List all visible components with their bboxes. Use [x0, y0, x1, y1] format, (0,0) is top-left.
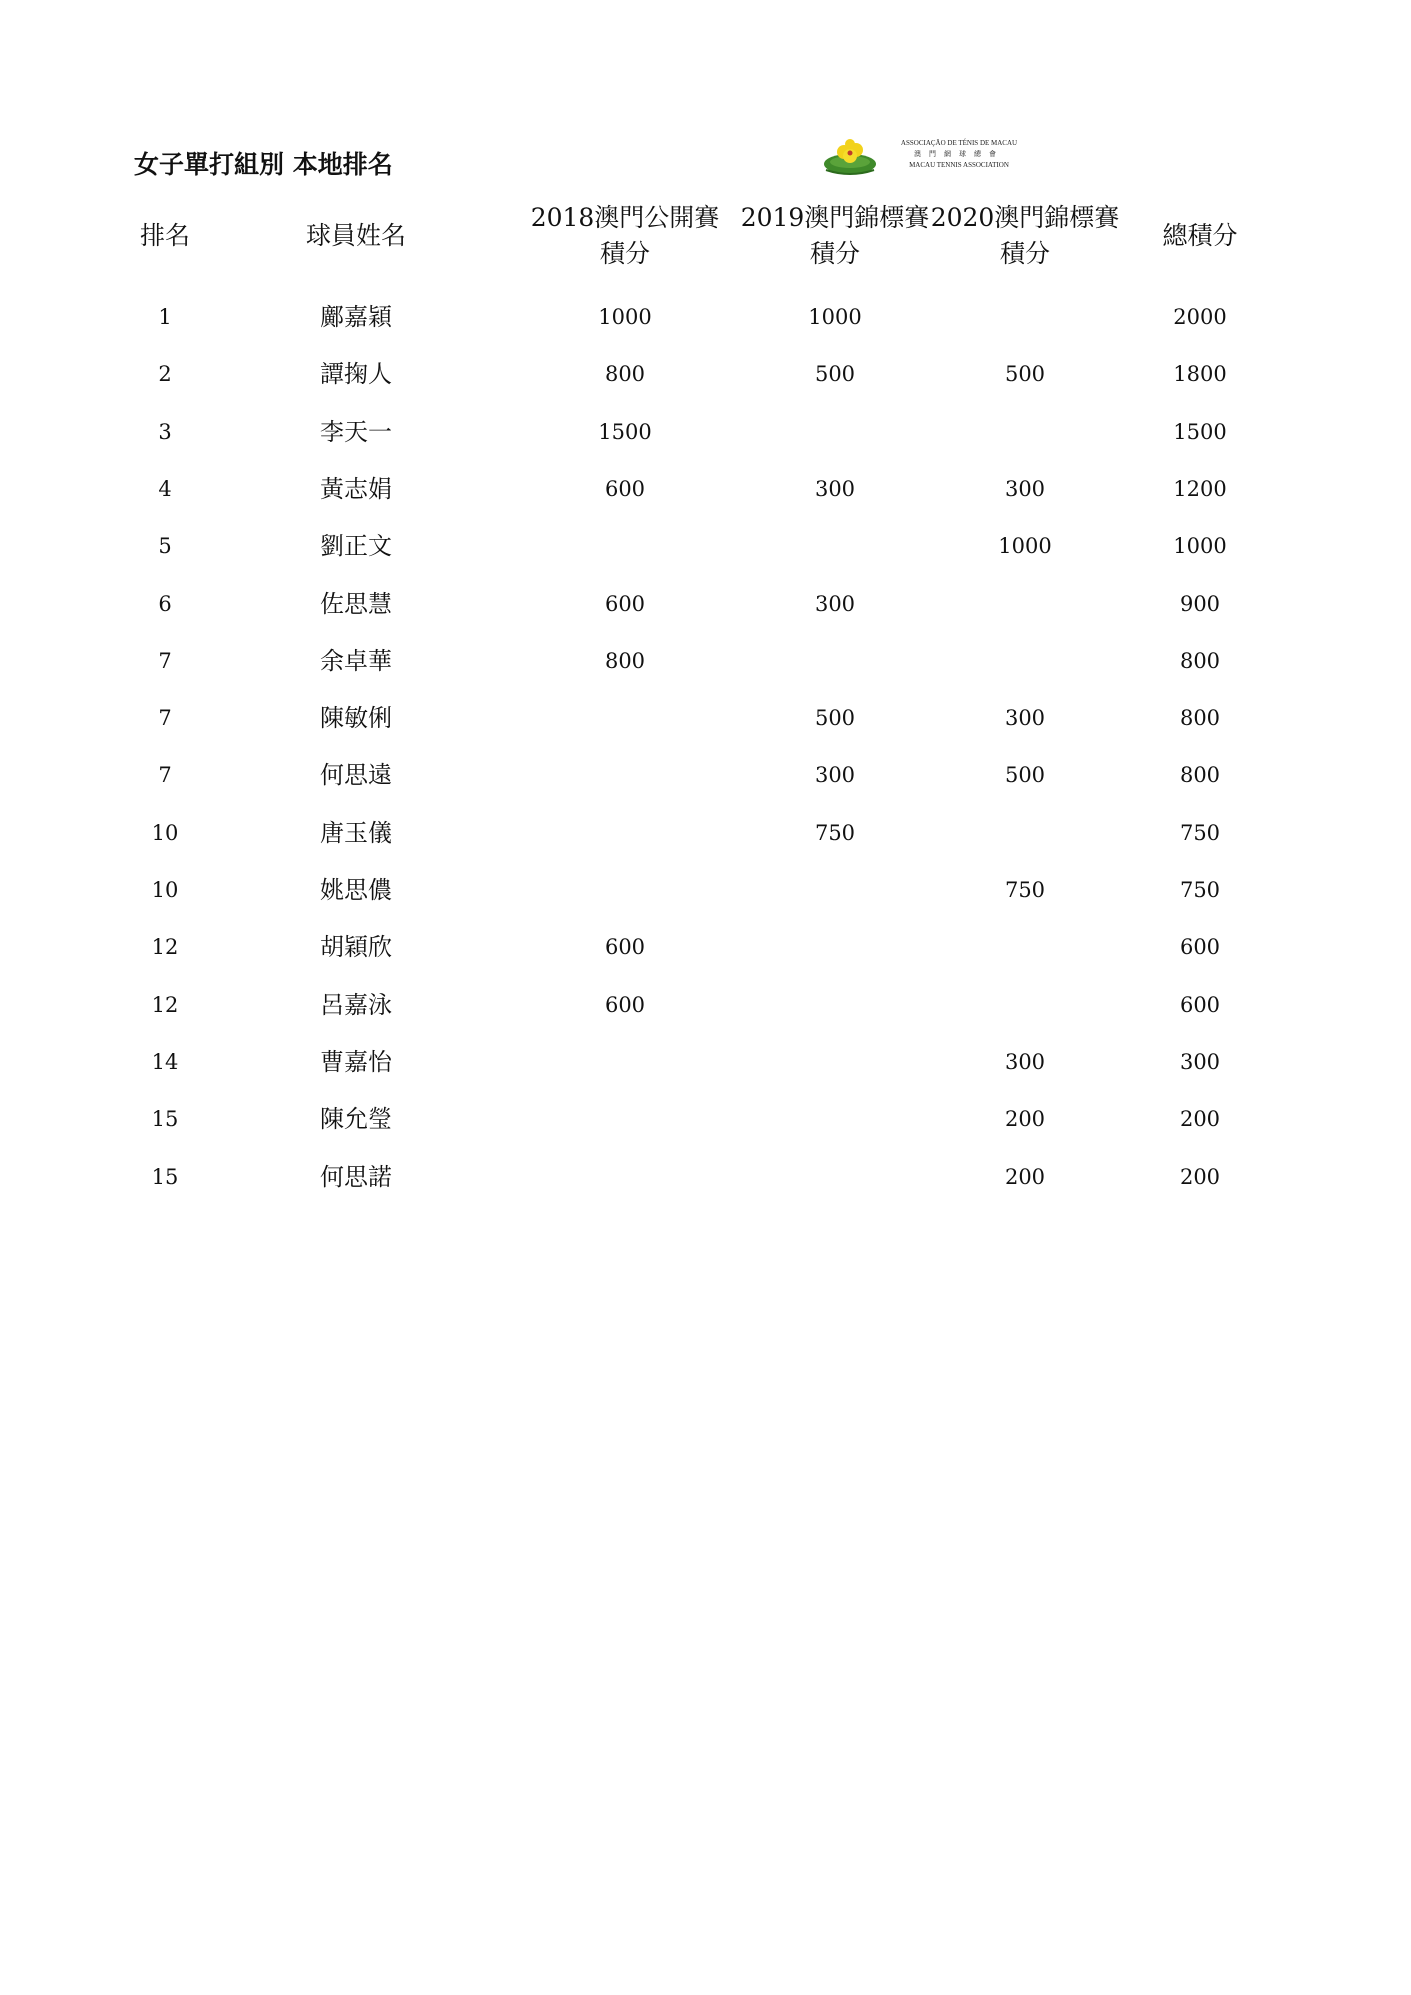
- header-2020-macau-championship: [920, 200, 1130, 272]
- cell-2020-points: 1000: [998, 534, 1052, 559]
- cell-player-name: 何思遠: [320, 761, 392, 790]
- cell-2018-points: 1500: [598, 419, 652, 444]
- table-row: [0, 1099, 1411, 1139]
- cell-2020-points: 300: [1004, 706, 1046, 731]
- cell-player-name: 劉正文: [320, 532, 392, 561]
- cell-rank: 7: [158, 706, 172, 731]
- table-row: [0, 870, 1411, 910]
- tennis-emblem-icon: [822, 134, 878, 176]
- cell-2019-points: 300: [814, 591, 856, 616]
- cell-2019-points: 500: [814, 706, 856, 731]
- header-rank: 排名: [139, 221, 190, 250]
- cell-total-points: 600: [1179, 935, 1221, 960]
- cell-player-name: 胡穎欣: [320, 933, 392, 962]
- cell-2020-points: 300: [1004, 476, 1046, 501]
- cell-total-points: 1500: [1173, 419, 1227, 444]
- cell-player-name: 佐思慧: [320, 589, 392, 618]
- table-row: [0, 297, 1411, 337]
- cell-player-name: 呂嘉泳: [320, 990, 392, 1019]
- cell-player-name: 陳敏俐: [320, 704, 392, 733]
- table-row: [0, 354, 1411, 394]
- cell-2018-points: 800: [604, 648, 646, 673]
- cell-total-points: 2000: [1173, 305, 1227, 329]
- cell-2019-points: 1000: [808, 305, 862, 329]
- table-row: [0, 698, 1411, 738]
- header-2018-macau-open-line1: 2018澳門公開賽: [530, 203, 720, 232]
- cell-total-points: 200: [1179, 1164, 1221, 1189]
- cell-rank: 12: [151, 992, 179, 1017]
- cell-2018-points: 600: [604, 992, 646, 1017]
- cell-total-points: 900: [1179, 591, 1221, 616]
- header-2019-macau-championship: [730, 200, 940, 272]
- cell-total-points: 600: [1179, 992, 1221, 1017]
- logo-text-cn: 澳門網球總會: [914, 150, 1004, 158]
- header-2018-macau-open: [520, 200, 730, 272]
- cell-rank: 7: [158, 763, 172, 788]
- table-row: [0, 927, 1411, 967]
- page-title: 女子單打組別 本地排名: [134, 150, 393, 179]
- header-total-points: 總積分: [1162, 221, 1238, 250]
- cell-total-points: 1000: [1173, 534, 1227, 559]
- cell-player-name: 譚掬人: [320, 360, 392, 389]
- cell-total-points: 1200: [1173, 476, 1227, 501]
- cell-2018-points: 1000: [598, 305, 652, 329]
- cell-rank: 6: [158, 591, 172, 616]
- cell-rank: 15: [151, 1164, 179, 1189]
- association-logo: [822, 134, 1032, 176]
- cell-player-name: 姚思儂: [320, 876, 392, 904]
- table-row: [0, 584, 1411, 624]
- cell-2020-points: 200: [1004, 1164, 1046, 1189]
- cell-rank: 10: [151, 878, 179, 902]
- cell-2018-points: 600: [604, 591, 646, 616]
- table-row: [0, 985, 1411, 1025]
- cell-total-points: 800: [1179, 648, 1221, 673]
- cell-total-points: 750: [1179, 820, 1221, 845]
- cell-2019-points: 500: [814, 362, 856, 387]
- cell-2019-points: 750: [814, 820, 856, 845]
- cell-player-name: 黃志娟: [320, 474, 392, 503]
- cell-player-name: 唐玉儀: [320, 818, 392, 847]
- header-2019-macau-championship-line2: 積分: [809, 239, 860, 268]
- cell-total-points: 750: [1179, 878, 1221, 902]
- cell-2020-points: 200: [1004, 1107, 1046, 1132]
- cell-rank: 7: [158, 648, 172, 673]
- cell-2018-points: 800: [604, 362, 646, 387]
- cell-rank: 2: [158, 362, 172, 387]
- cell-total-points: 800: [1179, 763, 1221, 788]
- cell-total-points: 1800: [1173, 362, 1227, 387]
- cell-rank: 14: [151, 1049, 179, 1074]
- cell-rank: 4: [158, 476, 172, 501]
- table-row: [0, 813, 1411, 853]
- cell-player-name: 鄺嘉穎: [320, 303, 392, 331]
- cell-rank: 5: [158, 534, 172, 559]
- cell-2020-points: 300: [1004, 1049, 1046, 1074]
- table-row: [0, 641, 1411, 681]
- cell-rank: 3: [158, 419, 172, 444]
- cell-rank: 12: [151, 935, 179, 960]
- logo-text: [884, 138, 1034, 171]
- cell-rank: 15: [151, 1107, 179, 1132]
- header-2018-macau-open-line2: 積分: [599, 239, 650, 268]
- table-row: [0, 755, 1411, 795]
- header-2020-macau-championship-line2: 積分: [999, 239, 1050, 268]
- cell-2019-points: 300: [814, 476, 856, 501]
- logo-text-pt: ASSOCIAÇÃO DE TÉNIS DE MACAU: [900, 139, 1018, 147]
- header-2020-macau-championship-line1: 2020澳門錦標賽: [930, 203, 1120, 232]
- cell-2018-points: 600: [604, 476, 646, 501]
- table-row: [0, 1157, 1411, 1197]
- table-row: [0, 469, 1411, 509]
- table-row: [0, 1042, 1411, 1082]
- cell-2020-points: 500: [1004, 362, 1046, 387]
- table-row: [0, 526, 1411, 566]
- header-player-name: 球員姓名: [305, 221, 406, 250]
- cell-player-name: 何思諾: [320, 1162, 392, 1191]
- cell-total-points: 300: [1179, 1049, 1221, 1074]
- cell-player-name: 陳允瑩: [320, 1105, 392, 1134]
- cell-rank: 1: [158, 305, 172, 329]
- cell-player-name: 李天一: [320, 417, 392, 446]
- cell-2020-points: 750: [1004, 878, 1046, 902]
- cell-player-name: 余卓華: [320, 646, 392, 675]
- cell-rank: 10: [151, 820, 179, 845]
- cell-2020-points: 500: [1004, 763, 1046, 788]
- logo-text-en: MACAU TENNIS ASSOCIATION: [909, 161, 1009, 169]
- table-row: [0, 412, 1411, 452]
- cell-total-points: 800: [1179, 706, 1221, 731]
- cell-2018-points: 600: [604, 935, 646, 960]
- cell-player-name: 曹嘉怡: [320, 1047, 392, 1076]
- header-2019-macau-championship-line1: 2019澳門錦標賽: [740, 203, 930, 232]
- cell-2019-points: 300: [814, 763, 856, 788]
- cell-total-points: 200: [1179, 1107, 1221, 1132]
